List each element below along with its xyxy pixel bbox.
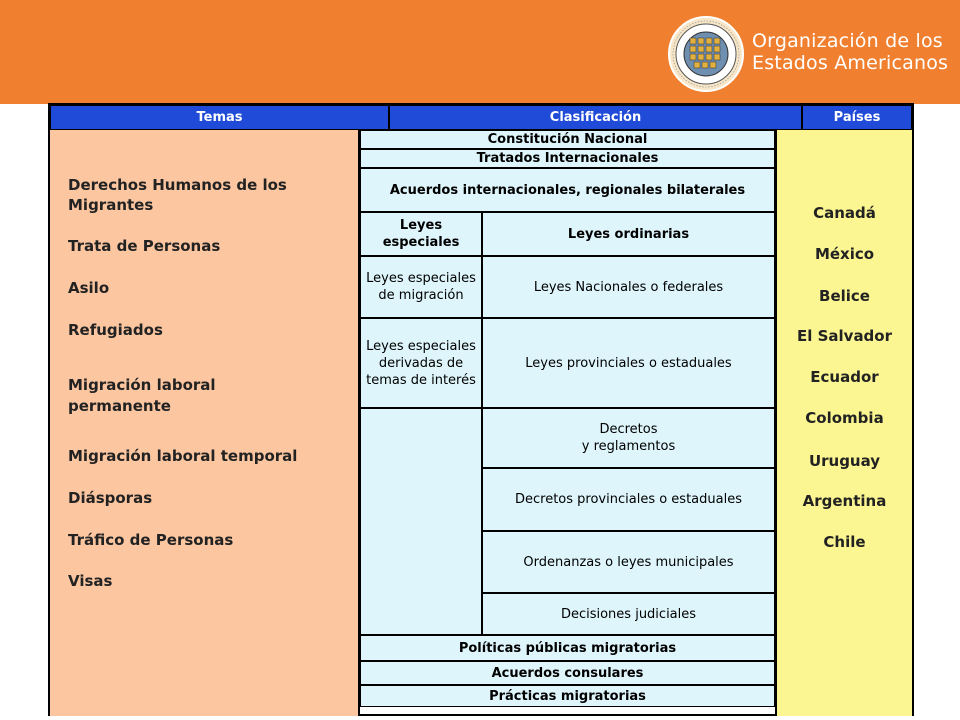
cls-practicas: Prácticas migratorias <box>360 685 775 707</box>
legal-framework-table <box>48 103 914 716</box>
cls-decretos-provinciales: Decretos provinciales o estaduales <box>482 468 775 531</box>
org-name-line1: Organización de los <box>752 30 943 52</box>
cls-empty-block <box>360 408 482 635</box>
header-paises: Países <box>802 105 912 130</box>
tema-item: Visas <box>68 572 113 590</box>
cls-decisiones: Decisiones judiciales <box>482 593 775 635</box>
pais-item: El Salvador <box>796 327 893 345</box>
temas-column <box>50 130 360 716</box>
pais-item: Colombia <box>805 409 884 427</box>
cls-decretos-line1: Decretos <box>599 422 658 437</box>
header-banner <box>0 0 960 104</box>
tema-item: Asilo <box>68 279 110 297</box>
cls-leyes-especiales: Leyes especiales <box>360 212 482 256</box>
header-temas: Temas <box>50 105 389 130</box>
pais-item: México <box>814 245 875 263</box>
paises-column <box>775 130 912 716</box>
cls-acuerdos-consulares: Acuerdos consulares <box>360 661 775 685</box>
organization-name <box>752 30 948 74</box>
cls-constitucion: Constitución Nacional <box>360 130 775 149</box>
cls-acuerdos: Acuerdos internacionales, regionales bilaterales <box>360 168 775 212</box>
oas-seal-icon <box>668 16 744 92</box>
cls-decretos-line2: y reglamentos <box>581 439 676 454</box>
tema-item: permanente <box>68 397 171 415</box>
tema-item: Trata de Personas <box>68 237 221 255</box>
tema-item: Tráfico de Personas <box>68 531 234 549</box>
cls-leyes-especiales-derivadas: Leyes especiales derivadas de temas de interés <box>360 318 482 408</box>
tema-item: Migración laboral temporal <box>68 447 298 465</box>
tema-item: Refugiados <box>68 321 163 339</box>
tema-item: Migración laboral <box>68 376 216 394</box>
pais-item: Canadá <box>813 204 876 222</box>
pais-item: Chile <box>823 533 866 551</box>
cls-leyes-nacionales: Leyes Nacionales o federales <box>482 256 775 318</box>
cls-leyes-ordinarias: Leyes ordinarias <box>482 212 775 256</box>
pais-item: Argentina <box>802 492 887 510</box>
cls-tratados: Tratados Internacionales <box>360 149 775 168</box>
pais-item: Uruguay <box>808 452 881 470</box>
tema-item: Derechos Humanos de los <box>68 176 287 194</box>
cls-leyes-provinciales: Leyes provinciales o estaduales <box>482 318 775 408</box>
cls-ordenanzas: Ordenanzas o leyes municipales <box>482 531 775 593</box>
cls-decretos <box>482 408 775 468</box>
cls-politicas: Políticas públicas migratorias <box>360 635 775 661</box>
org-name-line2: Estados Americanos <box>752 52 949 74</box>
header-clasificacion: Clasificación <box>389 105 802 130</box>
pais-item: Ecuador <box>810 368 879 386</box>
pais-item: Belice <box>819 287 870 305</box>
tema-item: Diásporas <box>68 489 153 507</box>
cls-leyes-especiales-migracion: Leyes especiales de migración <box>360 256 482 318</box>
tema-item: Migrantes <box>68 196 154 214</box>
